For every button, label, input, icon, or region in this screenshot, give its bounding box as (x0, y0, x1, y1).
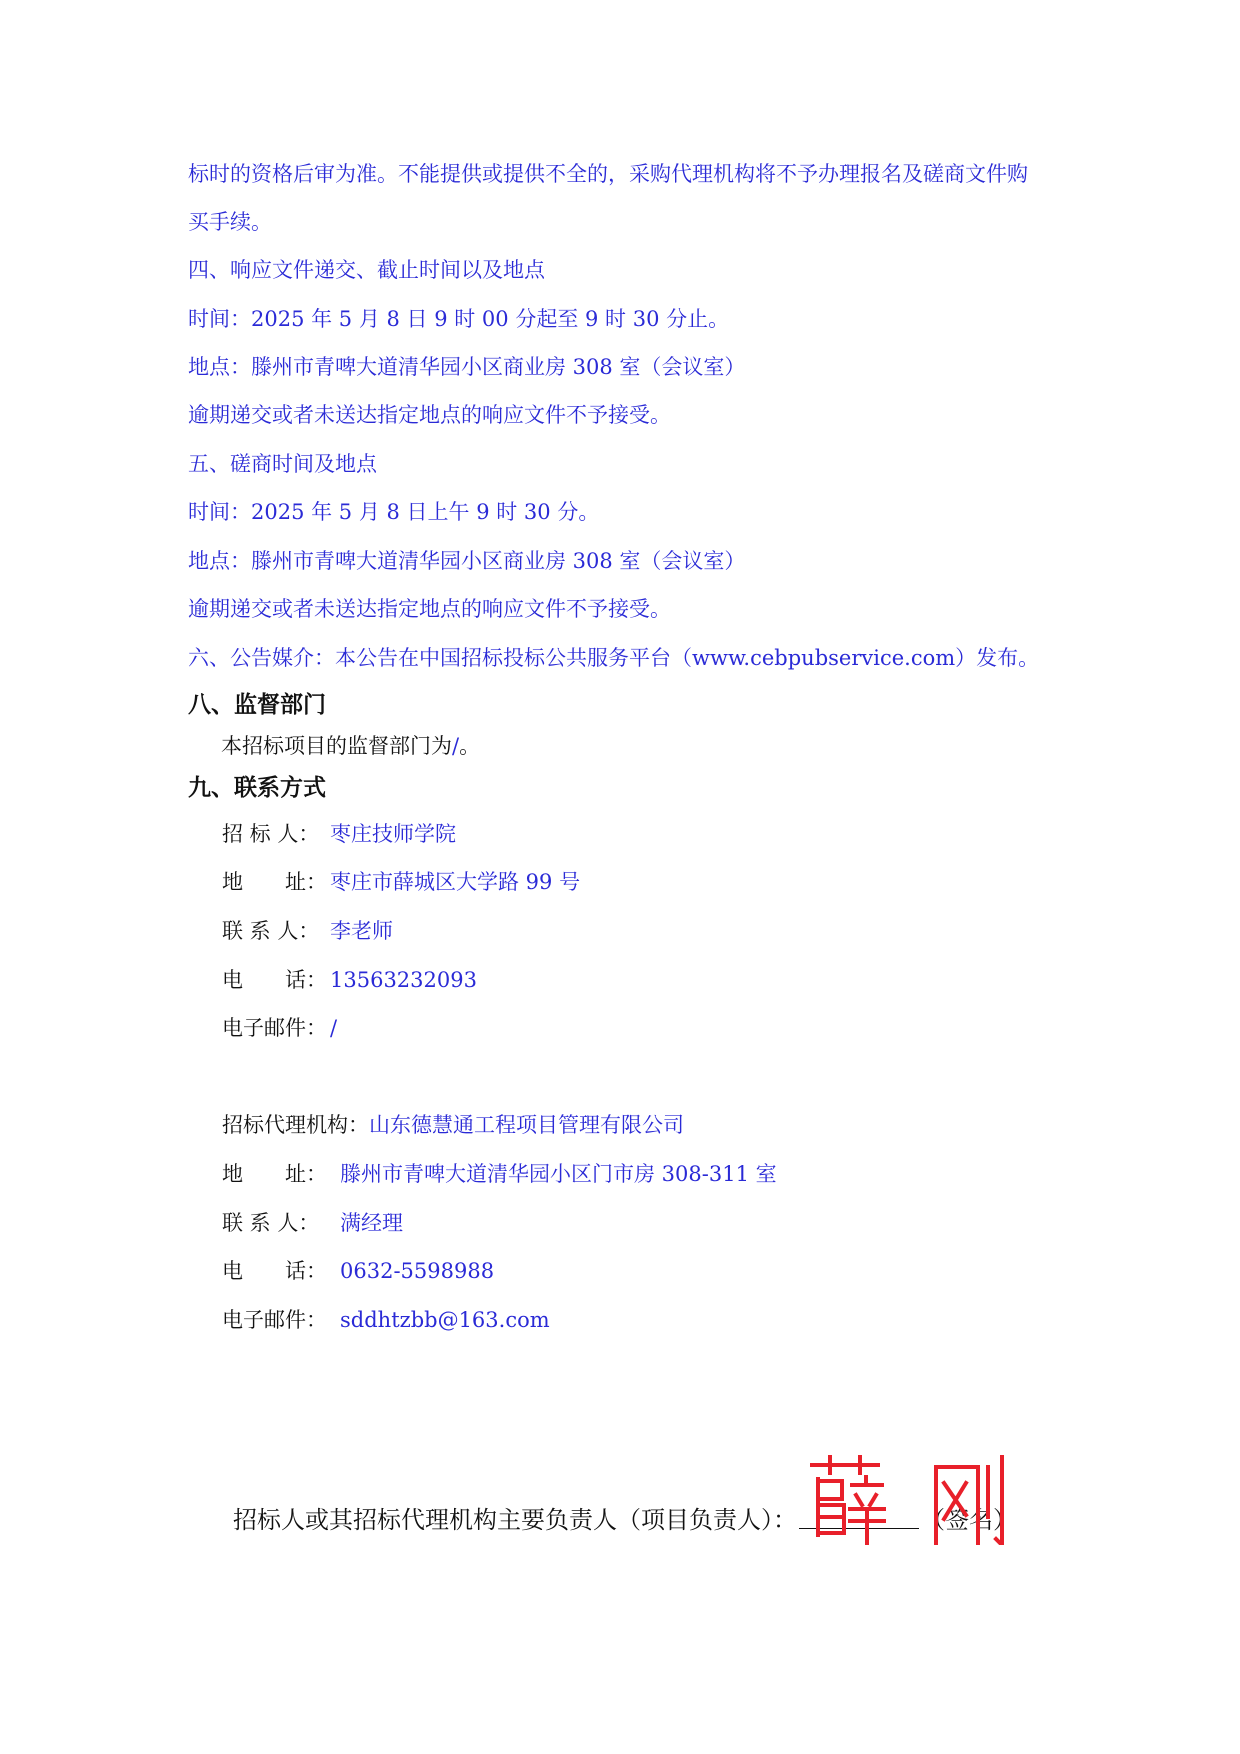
publication-media: 六、公告媒介：本公告在中国招标投标公共服务平台（www.cebpubservice.com）发布。 (188, 646, 1040, 670)
supervision-value: / (452, 734, 460, 758)
handwritten-signature (808, 1455, 1008, 1545)
tenderer-address-row (222, 868, 580, 896)
agency-contact-row (222, 1209, 403, 1237)
paragraph-qualification-cont: 标时的资格后审为准。不能提供或提供不全的，采购代理机构将不予办理报名及磋商文件购 (188, 162, 1028, 186)
agency-name-label: 招标代理机构： (222, 1113, 369, 1137)
agency-address-label: 地 址： (222, 1162, 327, 1186)
tenderer-contact-value: 李老师 (330, 919, 393, 943)
agency-email-row (222, 1306, 550, 1334)
agency-name-row (222, 1111, 684, 1139)
supervision-prefix: 本招标项目的监督部门为 (221, 734, 452, 758)
agency-phone-row (222, 1257, 494, 1285)
supervision-suffix: 。 (459, 734, 481, 758)
agency-contact-value: 满经理 (340, 1211, 403, 1235)
tenderer-address-label: 地 址： (222, 870, 327, 894)
tenderer-email-label: 电子邮件： (222, 1016, 327, 1040)
tenderer-contact-label: 联 系 人： (222, 919, 320, 943)
tenderer-name-label: 招 标 人： (222, 822, 320, 846)
section-heading-negotiation: 五、磋商时间及地点 (188, 452, 377, 476)
submission-location: 地点：滕州市青啤大道清华园小区商业房 308 室（会议室） (188, 355, 746, 379)
late-submission-note: 逾期递交或者未送达指定地点的响应文件不予接受。 (188, 403, 671, 427)
supervision-text (221, 732, 480, 760)
late-submission-note-2: 逾期递交或者未送达指定地点的响应文件不予接受。 (188, 597, 671, 621)
tenderer-phone-label: 电 话： (222, 968, 327, 992)
negotiation-location: 地点：滕州市青啤大道清华园小区商业房 308 室（会议室） (188, 549, 746, 573)
agency-phone-label: 电 话： (222, 1259, 327, 1283)
contact-heading: 九、联系方式 (188, 775, 326, 801)
agency-address-row (222, 1160, 777, 1188)
tenderer-phone-row (222, 966, 477, 994)
tenderer-contact-row (222, 917, 393, 945)
section-heading-submission: 四、响应文件递交、截止时间以及地点 (188, 258, 545, 282)
submission-time: 时间：2025 年 5 月 8 日 9 时 00 分起至 9 时 30 分止。 (188, 307, 730, 331)
agency-email-label: 电子邮件： (222, 1308, 327, 1332)
agency-contact-label: 联 系 人： (222, 1211, 320, 1235)
agency-address-value: 滕州市青啤大道清华园小区门市房 308-311 室 (340, 1162, 777, 1186)
signature-suffix: （签名） (921, 1506, 1017, 1534)
agency-phone-value: 0632-5598988 (340, 1259, 495, 1283)
tenderer-name-value: 枣庄技师学院 (330, 822, 456, 846)
tenderer-email-row (222, 1014, 337, 1042)
agency-email-value: sddhtzbb@163.com (340, 1308, 550, 1332)
negotiation-time: 时间：2025 年 5 月 8 日上午 9 时 30 分。 (188, 500, 600, 524)
tenderer-address-value: 枣庄市薛城区大学路 99 号 (330, 870, 581, 894)
tenderer-email-value: / (330, 1016, 338, 1040)
paragraph-purchase-procedure: 买手续。 (188, 210, 272, 234)
tenderer-phone-value: 13563232093 (330, 968, 477, 992)
tenderer-name-row (222, 820, 456, 848)
agency-name-value: 山东德慧通工程项目管理有限公司 (369, 1113, 684, 1137)
supervision-heading: 八、监督部门 (188, 692, 326, 718)
signature-prefix: 招标人或其招标代理机构主要负责人（项目负责人）： (233, 1506, 797, 1534)
